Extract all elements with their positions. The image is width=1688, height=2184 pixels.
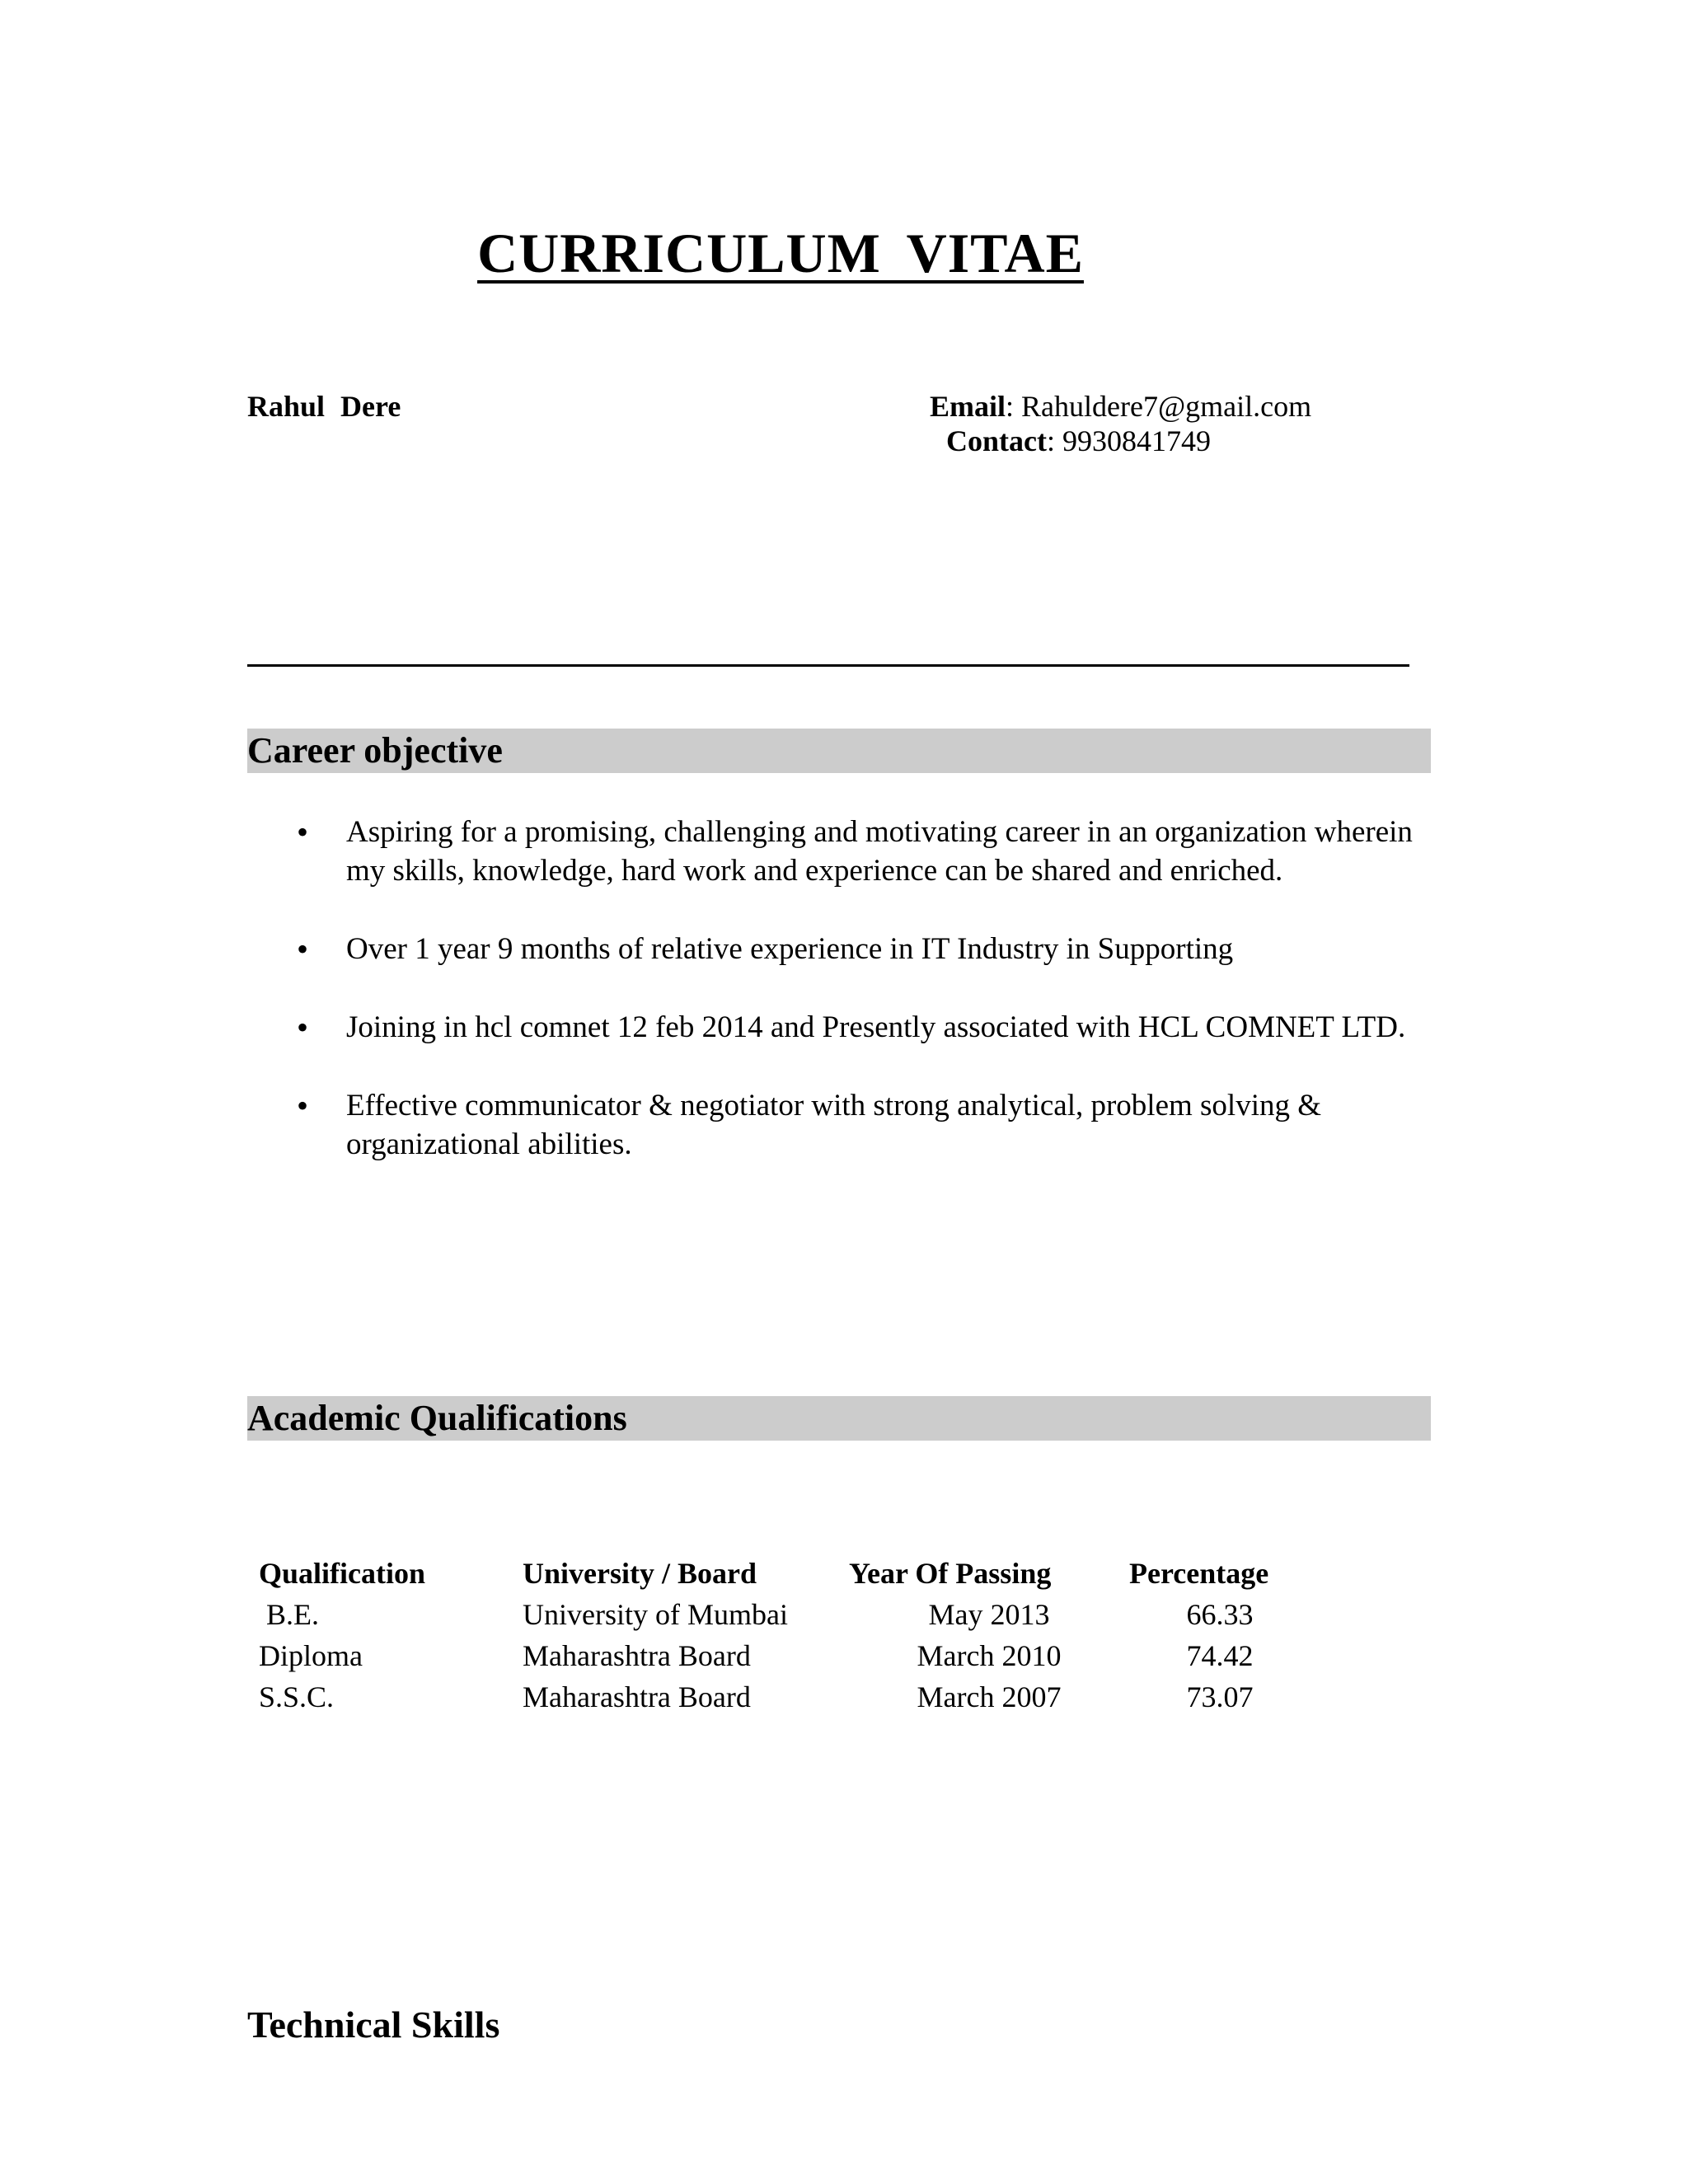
list-item: • Over 1 year 9 months of relative experience in IT Industry in Supporting [247, 930, 1431, 968]
document-title: CURRICULUM VITAE [477, 222, 1084, 284]
column-header: Year Of Passing [849, 1557, 1052, 1590]
email-value: : Rahuldere7@gmail.com [1006, 390, 1312, 423]
career-objective-list [247, 813, 1431, 1203]
list-item: • Aspiring for a promising, challenging and motivating career in an organization wherein my skills, knowledge, hard work and experience can be shared and enriched. [247, 813, 1431, 890]
list-item: • Joining in hcl comnet 12 feb 2014 and Presently associated with HCL COMNET LTD. [247, 1008, 1431, 1047]
university-cell: Maharashtra Board [523, 1680, 751, 1713]
column-header: Percentage [1129, 1557, 1269, 1590]
percentage-cell: 66.33 [1186, 1598, 1254, 1631]
year-cell: May 2013 [928, 1598, 1050, 1631]
qualification-cell: S.S.C. [259, 1680, 335, 1713]
percentage-cell: 73.07 [1186, 1680, 1254, 1713]
career-objective-heading: Career objective [247, 730, 503, 771]
qualification-cell: B.E. [259, 1598, 320, 1631]
column-header: Qualification [259, 1557, 426, 1590]
header-divider [247, 664, 1409, 667]
academic-qualifications-heading: Academic Qualifications [247, 1398, 627, 1438]
contact-value: : 9930841749 [1046, 424, 1211, 457]
table-row [259, 1597, 1311, 1638]
qualifications-table [259, 1556, 1311, 1721]
contact-line [946, 424, 1211, 458]
contact-label: Contact [946, 424, 1047, 457]
university-cell: University of Mumbai [523, 1598, 788, 1631]
table-header-row [259, 1556, 1311, 1597]
university-cell: Maharashtra Board [523, 1639, 751, 1672]
year-cell: March 2010 [917, 1639, 1062, 1672]
email-line [930, 389, 1311, 424]
list-item: • Effective communicator & negotiator with strong analytical, problem solving & organizational abilities. [247, 1086, 1431, 1164]
technical-skills-heading: Technical Skills [247, 2004, 500, 2046]
percentage-cell: 74.42 [1186, 1639, 1254, 1672]
email-label: Email [930, 390, 1006, 423]
column-header: University / Board [523, 1557, 757, 1590]
candidate-name: Rahul Dere [247, 390, 401, 423]
qualification-cell: Diploma [259, 1639, 363, 1672]
year-cell: March 2007 [917, 1680, 1062, 1713]
table-row [259, 1638, 1311, 1680]
table-row [259, 1680, 1311, 1721]
